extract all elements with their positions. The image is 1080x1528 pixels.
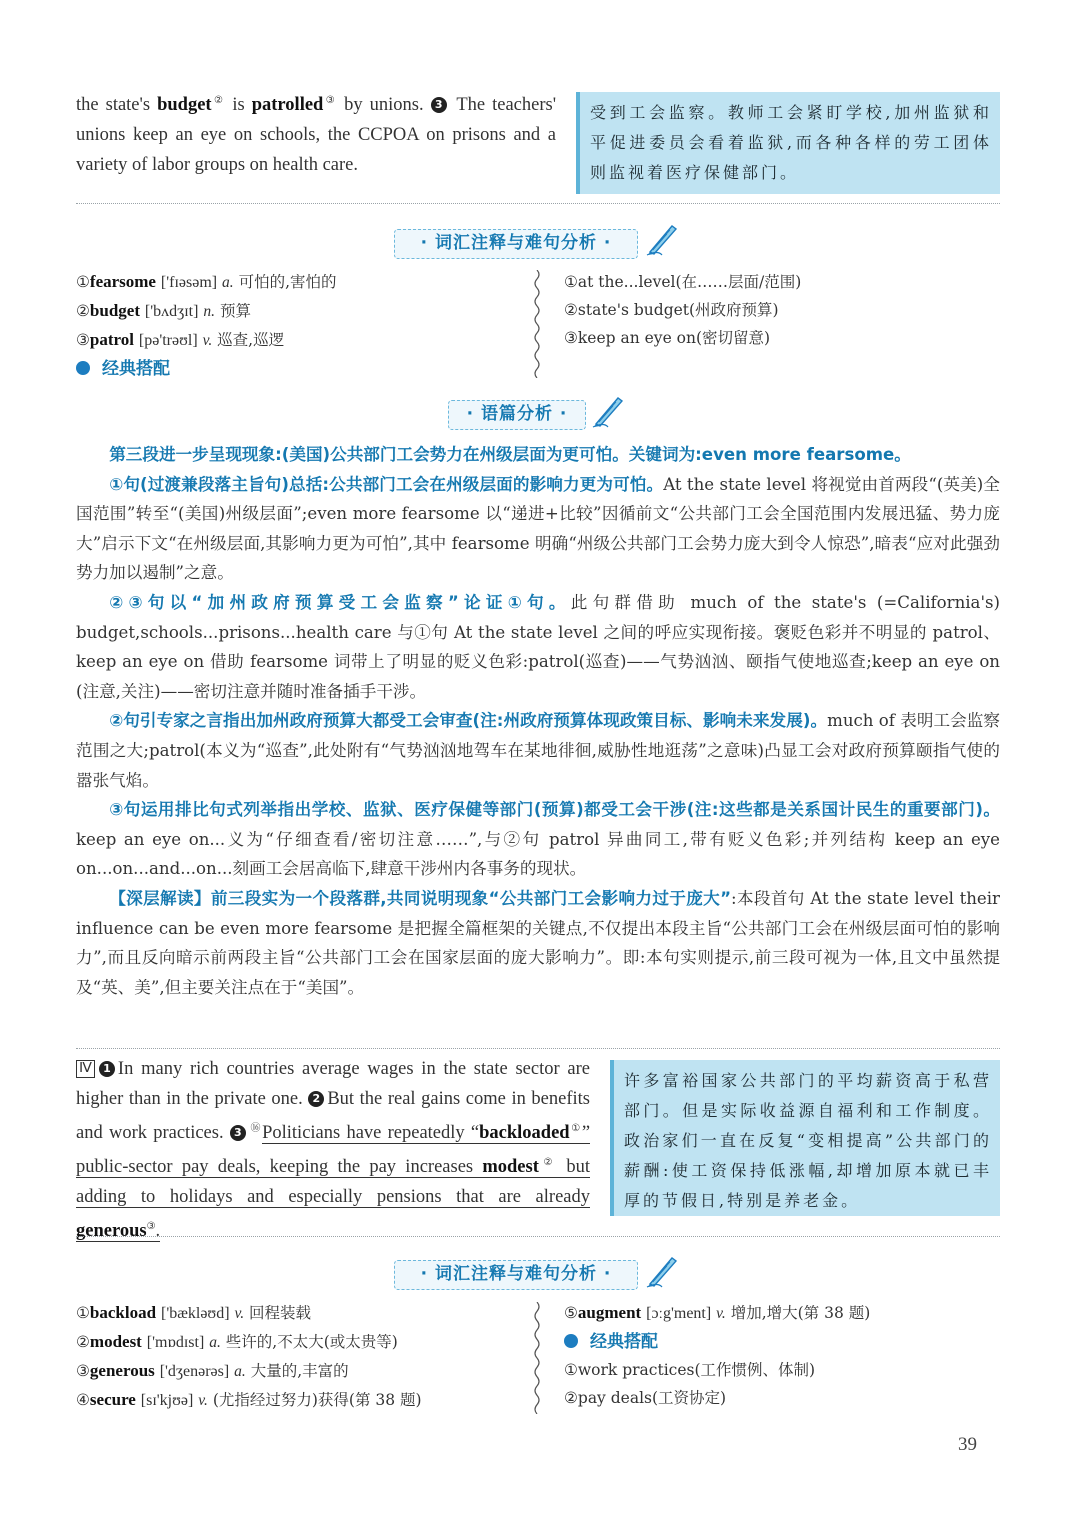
keyword-patrolled: patrolled — [251, 95, 324, 116]
vocab-item: ②modest ['mɒdɪst] a. 些许的,不太大(或太贵等) — [76, 1332, 398, 1351]
sentence-number: 2 — [308, 1091, 324, 1107]
pen-icon — [644, 220, 680, 256]
keyword-modest: modest — [482, 1157, 539, 1178]
vocab-list-right — [564, 1299, 1000, 1412]
collocation-item: ③keep an eye on(密切留意) — [564, 329, 771, 347]
translation-box-para3: 受到工会监察。教师工会紧盯学校,加州监狱和平促进委员会看着监狱,而各种各样的劳工团体则监视着医疗保健部门。 — [576, 92, 1000, 194]
sentence-number: 1 — [99, 1061, 115, 1077]
collocation-item: ①work practices(工作惯例、体制) — [564, 1361, 816, 1379]
vocab-item: ①fearsome ['fɪəsəm] a. 可怕的,害怕的 — [76, 272, 337, 291]
bullet-dot-icon — [564, 1334, 578, 1348]
vocab-item: ③generous ['dʒenərəs] a. 大量的,丰富的 — [76, 1361, 349, 1380]
collocation-item: ②pay deals(工资协定) — [564, 1389, 727, 1407]
pen-icon — [590, 392, 626, 428]
page-number: 39 — [958, 1434, 977, 1455]
wavy-divider — [532, 1302, 542, 1414]
vocab-list-left — [76, 1299, 532, 1415]
section-banner-vocab: · 词汇注释与难句分析 · — [394, 1260, 638, 1290]
vocab-item: ⑤augment [ɔːg'ment] v. 增加,增大(第 38 题) — [564, 1303, 871, 1322]
divider — [76, 203, 1000, 204]
bullet-dot-icon — [76, 361, 90, 375]
divider — [76, 1048, 1000, 1049]
translation-box-para4: 许多富裕国家公共部门的平均薪资高于私营部门。但是实际收益源自福利和工作制度。政治家们一直在反复“变相提高”公共部门的薪酬:使工资保持低涨幅,却增加原本就已丰厚的节假日,特别是养老金。 — [610, 1060, 1000, 1216]
sentence-number: 3 — [230, 1125, 246, 1141]
analysis-para: ①句(过渡兼段落主旨句)总括:公共部门工会在州级层面的影响力更为可怕。At the state level 将视觉由首两段“(英美)全国范围”转至“(美国)州级层面”;even more fearsome 以“递进+比较”因循前文“公共部门工会全国范围内发展迅猛、势力庞大”启示下文“在州级层面,其影响力更为可怕”,其中 fearsome 明确“州级公共部门工会势力庞大到令人惊恐”,暗表“应对此强劲势力加以遏制”之意。 — [76, 474, 1000, 583]
difficult-sentence: Politicians have repeatedly “backloaded①” public-sector pay deals, keeping the pay increases modest② but adding to holidays and especially pensions that are already generous③. — [76, 1123, 591, 1242]
paragraph-number: Ⅳ — [76, 1060, 95, 1078]
collocation-item: ①at the...level(在……层面/范围) — [564, 273, 802, 291]
vocab-item: ①backload ['bækləʊd] v. 回程装载 — [76, 1303, 312, 1322]
wavy-divider — [532, 270, 542, 378]
vocab-item: ③patrol [pə'trəʊl] v. 巡查,巡逻 — [76, 330, 285, 349]
keyword-budget: budget — [157, 95, 212, 116]
sentence-number: 3 — [431, 97, 447, 113]
keyword-backloaded: backloaded — [479, 1123, 570, 1144]
keyword-generous: generous — [76, 1221, 147, 1242]
discourse-analysis — [76, 440, 1000, 1002]
section-banner-analysis: · 语篇分析 · — [448, 400, 586, 430]
vocab-item: ②budget ['bʌdʒɪt] n. 预算 — [76, 301, 251, 320]
collocation-heading: 经典搭配 — [564, 1328, 1000, 1356]
analysis-para: ③句运用排比句式列举指出学校、监狱、医疗保健等部门(预算)都受工会干涉(注:这些都是关系国计民生的重要部门)。keep an eye on...义为“仔细查看/密切注意……”,与②句 patrol 异曲同工,带有贬义色彩;并列结构 keep an eye on...on...and...on...刻画工会居高临下,肆意干涉州内各事务的现状。 — [76, 800, 1000, 879]
vocab-item: ④secure [sɪ'kjʊə] v. (尤指经过努力)获得(第 38 题) — [76, 1390, 422, 1409]
english-passage-para3: the state's budget② is patrolled③ by unions. 3 The teachers' unions keep an eye on schools, the CCPOA on prisons and a variety of labor groups on health care. — [76, 95, 557, 176]
collocation-heading: 经典搭配 — [76, 355, 526, 383]
divider — [76, 1236, 1000, 1237]
analysis-para: 【深层解读】前三段实为一个段落群,共同说明现象“公共部门工会影响力过于庞大”:本段首句 At the state level their influence can be even more fearsome 是把握全篇框架的关键点,不仅提出本段主旨“公共部门工会在州级层面可怕的影响力”,而且反向暗示前两段主旨“公共部门工会在国家层面的庞大影响力”。即:本句实则提示,前三段可视为一体,且文中虽然提及“英、美”,但主要关注点在于“美国”。 — [76, 888, 1000, 997]
pen-icon — [644, 1252, 680, 1288]
collocation-list — [564, 268, 994, 352]
analysis-para: 第三段进一步呈现现象:(美国)公共部门工会势力在州级层面为更可怕。关键词为:even more fearsome。 — [109, 445, 911, 464]
english-passage-para4: Ⅳ 1 In many rich countries average wages in the state sector are higher than in the private one. 2 But the real gains come in benefits and work practices. 3 ⑯Politicians have repeatedly “backloaded①” public-sector pay deals, keeping the pay increases modest② but adding to holidays and especially pensions that are already generous③. — [76, 1059, 591, 1242]
analysis-para: ②③句以“加州政府预算受工会监察”论证①句。此句群借助 much of the state's (=California's) budget,schools...prisons...health care 与①句 At the state level 之间的呼应实现衔接。褒贬色彩并不明显的 patrol、keep an eye on 借助 fearsome 词带上了明显的贬义色彩:patrol(巡查)——气势汹汹、颐指气使地巡查;keep an eye on (注意,关注)——密切注意并随时准备插手干涉。 — [76, 592, 1001, 701]
collocation-item: ②state's budget(州政府预算) — [564, 301, 779, 319]
section-banner-vocab: · 词汇注释与难句分析 · — [394, 229, 638, 259]
analysis-para: ②句引专家之言指出加州政府预算大都受工会审查(注:州政府预算体现政策目标、影响未来发展)。much of 表明工会监察范围之大;patrol(本义为“巡查”,此处附有“气势汹汹地驾车在某地徘徊,威胁性地逛荡”之意味)凸显工会对政府预算颐指气使的嚣张气焰。 — [76, 711, 1000, 790]
vocab-list-left — [76, 268, 526, 383]
